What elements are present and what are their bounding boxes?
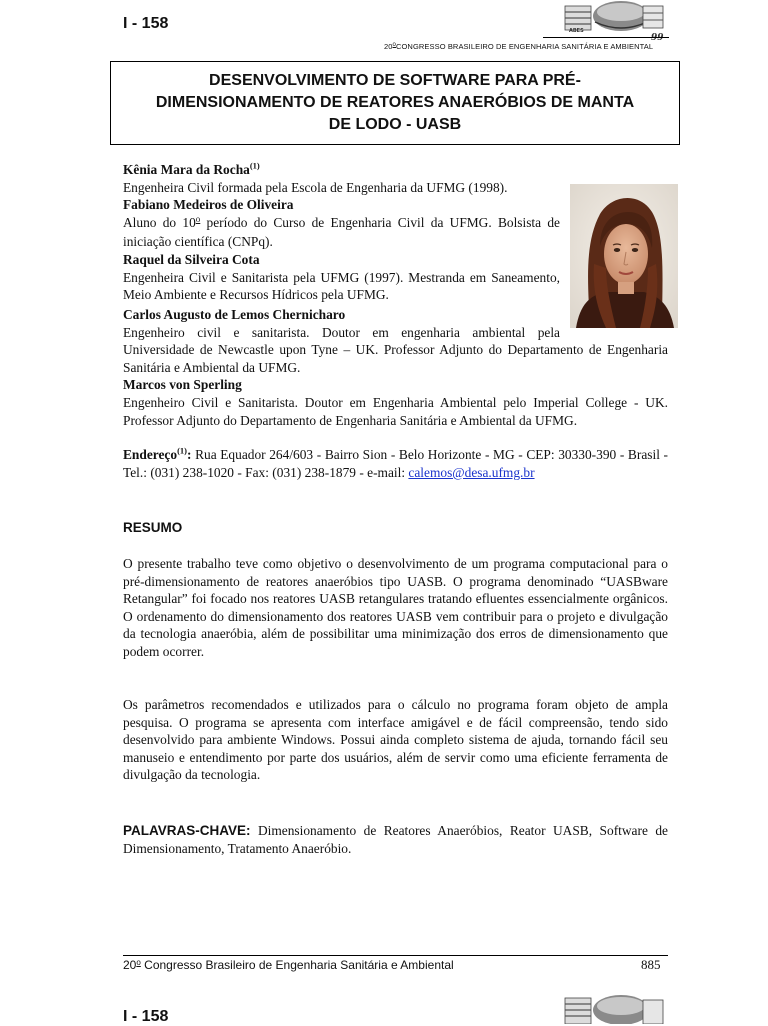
logo-text: ABES	[569, 28, 584, 34]
header-congress: 20$^o$CONGRESSO BRASILEIRO DE ENGENHARIA SANITÁRIA E AMBIENTAL	[384, 42, 654, 51]
footer-congress: 20$^o$ Congresso Brasileiro de Engenharia Sanitária e Ambiental	[123, 958, 454, 972]
keywords	[123, 822, 668, 857]
author-name: Marcos von Sperling	[123, 377, 242, 393]
resumo-paragraph-1: O presente trabalho teve como objetivo o desenvolvimento de um programa computacional para o pré-dimensionamento de reatores anaeróbios tipo UASB. O programa denominado “UASBware Retangular” foi focado nos reatores UASB retangulares tratando efluentes essencialmente orgânicos. O ordenamento do dimensionamento dos reatores UASB vem contribuir para o projeto e divulgação da tecnologia anaeróbia, além de possibilitar uma minimização dos erros de dimensionamento que podem ocorrer.	[123, 556, 668, 659]
title-line-3: DE LODO - UASB	[328, 116, 462, 133]
keywords-label: PALAVRAS-CHAVE:	[123, 823, 251, 838]
next-page-logo	[543, 992, 673, 1024]
author-desc: Engenheiro Civil e Sanitarista. Doutor em Engenharia Ambiental pelo Imperial College - UK. Professor Adjunto do Departamento de Engenharia Sanitária e Ambiental da UFMG.	[123, 394, 668, 428]
author-desc: Engenheiro civil e sanitarista. Doutor em engenharia ambiental pela	[123, 324, 560, 340]
author-name: Kênia Mara da Rocha	[123, 162, 250, 177]
author-name: Carlos Augusto de Lemos Chernicharo	[123, 307, 346, 322]
title-line-2: DIMENSIONAMENTO DE REATORES ANAERÓBIOS DE MANTA	[155, 94, 635, 111]
header-rule	[543, 37, 669, 38]
title-box	[110, 61, 680, 145]
authors-block-upper: Kênia Mara da Rocha$^{(1)}$ Engenheira Civil formada pela Escola de Engenharia da UFMG (1998). Fabiano Medeiros de Oliveira Aluno do 10$^o$ período do Curso de Engenharia Civil da UFMG. Bolsista de iniciação científica (CNPq). Raquel da Silveira Cota Engenheira Civil e Sanitarista pela UFMG (1997). Mestranda em Saneamento, Meio Ambiente e Recursos Hídricos pela UFMG.	[123, 160, 560, 303]
author-desc: Aluno do 10$^o$ período do Curso de Engenharia Civil da UFMG. Bolsista de iniciação científica (CNPq).	[123, 213, 560, 250]
author-desc: Engenheira Civil e Sanitarista pela UFMG (1997). Mestranda em Saneamento, Meio Ambiente e Recursos Hídricos pela UFMG.	[123, 269, 560, 303]
author-name: Raquel da Silveira Cota	[123, 251, 260, 267]
resumo-heading: RESUMO	[123, 520, 183, 535]
email-link[interactable]: calemos@desa.ufmg.br	[408, 464, 535, 480]
abes-logo	[543, 0, 673, 42]
author-desc-cont: Universidade de Newcastle upon Tyne – UK. Professor Adjunto do Departamento de Engenharia Sanitária e Ambiental da UFMG.	[123, 342, 668, 375]
footer-rule	[123, 955, 668, 956]
page-number: 885	[641, 957, 661, 972]
next-page-code: I - 158	[123, 1008, 169, 1025]
resumo-paragraph-2: Os parâmetros recomendados e utilizados para o cálculo no programa foram objeto de ampla pesquisa. O programa se apresenta com interface amigável e de fácil compreensão, tendo sido desenvolvido para ambiente Windows. Possui ainda completo sistema de ajuda, tornando fácil seu manuseio e entendimento por parte dos usuários, além de servir como uma eficiente ferramenta de divulgação da tecnologia.	[123, 697, 668, 783]
title-line-1: DESENVOLVIMENTO DE SOFTWARE PARA PRÉ-	[209, 72, 581, 89]
address: Endereço$^{(1)}$: Rua Equador 264/603 - Bairro Sion - Belo Horizonte - MG - CEP: 30330-390 - Brasil - Tel.: (031) 238-1020 - Fax: (031) 238-1879 - e-mail: calemos@desa.ufmg.br	[123, 445, 668, 480]
author-name: Fabiano Medeiros de Oliveira	[123, 197, 294, 213]
keywords-text: Dimensionamento de Reatores Anaeróbios, Reator UASB, Software de Dimensionamento, Tratamento Anaeróbio.	[123, 823, 668, 856]
author-desc: Engenheira Civil formada pela Escola de Engenharia da UFMG (1998).	[123, 179, 508, 195]
paper-code: I - 158	[123, 15, 169, 32]
authors-block-lower	[123, 306, 668, 429]
